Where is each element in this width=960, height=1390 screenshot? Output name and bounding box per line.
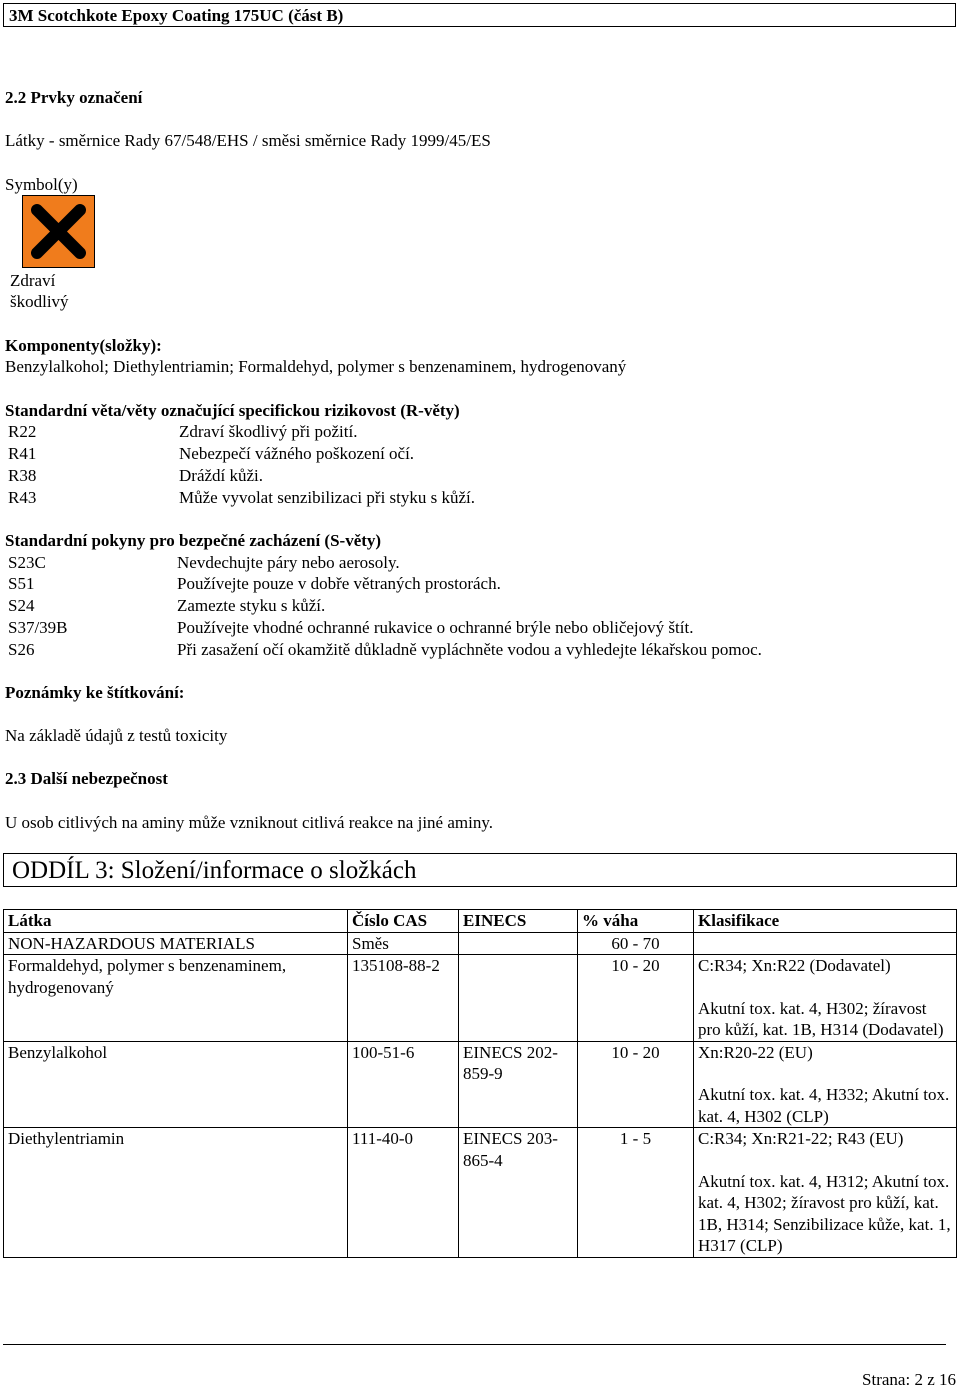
table-row — [4, 932, 957, 955]
document-title: 3M Scotchkote Epoxy Coating 175UC (část B) — [9, 6, 344, 25]
s-phrase-code: S24 — [8, 596, 35, 615]
r-phrase-text: Nebezpečí vážného poškození očí. — [179, 444, 415, 463]
s-phrase-code: S51 — [8, 574, 35, 593]
symbol-caption-line1: Zdraví — [10, 271, 56, 290]
classification-cell — [694, 932, 957, 955]
einecs-cell — [459, 955, 578, 1042]
table-header-row — [4, 910, 957, 933]
r-phrase-code: R38 — [8, 466, 37, 485]
weight-percent-cell: 1 - 5 — [578, 1128, 694, 1258]
classification-line: Xn:R20-22 (EU) — [698, 1042, 813, 1062]
r-phrase-text: Může vyvolat senzibilizaci při styku s kůží. — [179, 488, 476, 507]
r-phrase-code: R22 — [8, 422, 37, 441]
section-3-title: ODDÍL 3: Složení/informace o složkách — [12, 857, 417, 884]
weight-percent-cell: 60 - 70 — [578, 932, 694, 955]
column-header: % váha — [578, 910, 694, 933]
column-header: Číslo CAS — [348, 910, 459, 933]
einecs-cell — [459, 932, 578, 955]
classification-cell — [694, 955, 957, 1042]
page-number: Strana: 2 z 16 — [862, 1370, 956, 1389]
components-text: Benzylalkohol; Diethylentriamin; Formaldehyd, polymer s benzenaminem, hydrogenovaný — [5, 357, 627, 376]
components-label: Komponenty(složky): — [5, 336, 162, 355]
directive-text: Látky - směrnice Rady 67/548/EHS / směsi směrnice Rady 1999/45/ES — [5, 131, 491, 150]
footer-divider — [3, 1344, 946, 1345]
section-2-3-text: U osob citlivých na aminy může vzniknout citlivá reakce na jiné aminy. — [5, 813, 493, 832]
r-phrase-code: R41 — [8, 444, 37, 463]
s-phrase-text: Nevdechujte páry nebo aerosoly. — [177, 553, 400, 572]
composition-table — [3, 909, 957, 1258]
s-phrases-heading: Standardní pokyny pro bezpečné zacházení (S-věty) — [5, 531, 382, 550]
document-header — [3, 3, 956, 27]
table-row — [4, 1128, 957, 1258]
s-phrase-code: S23C — [8, 553, 46, 572]
weight-percent-cell: 10 - 20 — [578, 955, 694, 1042]
einecs-cell: EINECS 202-859-9 — [459, 1041, 578, 1128]
r-phrase-text: Dráždí kůži. — [179, 466, 264, 485]
s-phrase-code: S26 — [8, 640, 35, 659]
column-header: Látka — [4, 910, 348, 933]
r-phrases-heading: Standardní věta/věty označující specifickou rizikovost (R-věty) — [5, 401, 460, 420]
classification-cell — [694, 1128, 957, 1258]
classification-line: Akutní tox. kat. 4, H302; žíravost pro kůží, kat. 1B, H314 (Dodavatel) — [698, 998, 944, 1039]
s-phrase-code: S37/39B — [8, 618, 68, 637]
r-phrase-text: Zdraví škodlivý při požití. — [179, 422, 358, 441]
labeling-notes-text: Na základě údajů z testů toxicity — [5, 726, 228, 745]
s-phrase-text: Používejte pouze v dobře větraných prostorách. — [177, 574, 501, 593]
column-header: EINECS — [459, 910, 578, 933]
classification-line: Akutní tox. kat. 4, H332; Akutní tox. kat. 4, H302 (CLP) — [698, 1085, 950, 1126]
substance-cell: Diethylentriamin — [4, 1128, 348, 1258]
r-phrase-code: R43 — [8, 488, 37, 507]
table-row — [4, 955, 957, 1042]
cas-cell: 135108-88-2 — [348, 955, 459, 1042]
table-row — [4, 1041, 957, 1128]
s-phrase-text: Zamezte styku s kůží. — [177, 596, 326, 615]
section-2-3-heading: 2.3 Další nebezpečnost — [5, 769, 168, 788]
s-phrase-text: Používejte vhodné ochranné rukavice o ochranné brýle nebo obličejový štít. — [177, 618, 694, 637]
section-2-2-heading: 2.2 Prvky označení — [5, 88, 143, 107]
symbol-caption-line2: škodlivý — [10, 292, 69, 311]
einecs-cell: EINECS 203-865-4 — [459, 1128, 578, 1258]
classification-line: Akutní tox. kat. 4, H312; Akutní tox. kat. 4, H302; žíravost pro kůží, kat. 1B, H314; Senzibilizace kůže, kat. 1, H317 (CLP) — [698, 1171, 951, 1255]
cas-cell: 100-51-6 — [348, 1041, 459, 1128]
substance-cell: NON-HAZARDOUS MATERIALS — [4, 932, 348, 955]
cas-cell: 111-40-0 — [348, 1128, 459, 1258]
harmful-x-icon — [22, 195, 95, 268]
substance-cell: Benzylalkohol — [4, 1041, 348, 1128]
column-header: Klasifikace — [694, 910, 957, 933]
cas-cell: Směs — [348, 932, 459, 955]
classification-line: C:R34; Xn:R22 (Dodavatel) — [698, 956, 891, 975]
labeling-notes-heading: Poznámky ke štítkování: — [5, 683, 185, 702]
symbols-label: Symbol(y) — [5, 175, 78, 194]
weight-percent-cell: 10 - 20 — [578, 1041, 694, 1128]
classification-cell — [694, 1041, 957, 1128]
section-3-title-box — [3, 853, 957, 887]
substance-cell: Formaldehyd, polymer s benzenaminem, hydrogenovaný — [4, 955, 348, 1042]
classification-line: C:R34; Xn:R21-22; R43 (EU) — [698, 1129, 904, 1148]
s-phrase-text: Při zasažení očí okamžitě důkladně vypláchněte vodou a vyhledejte lékařskou pomoc. — [177, 640, 762, 659]
